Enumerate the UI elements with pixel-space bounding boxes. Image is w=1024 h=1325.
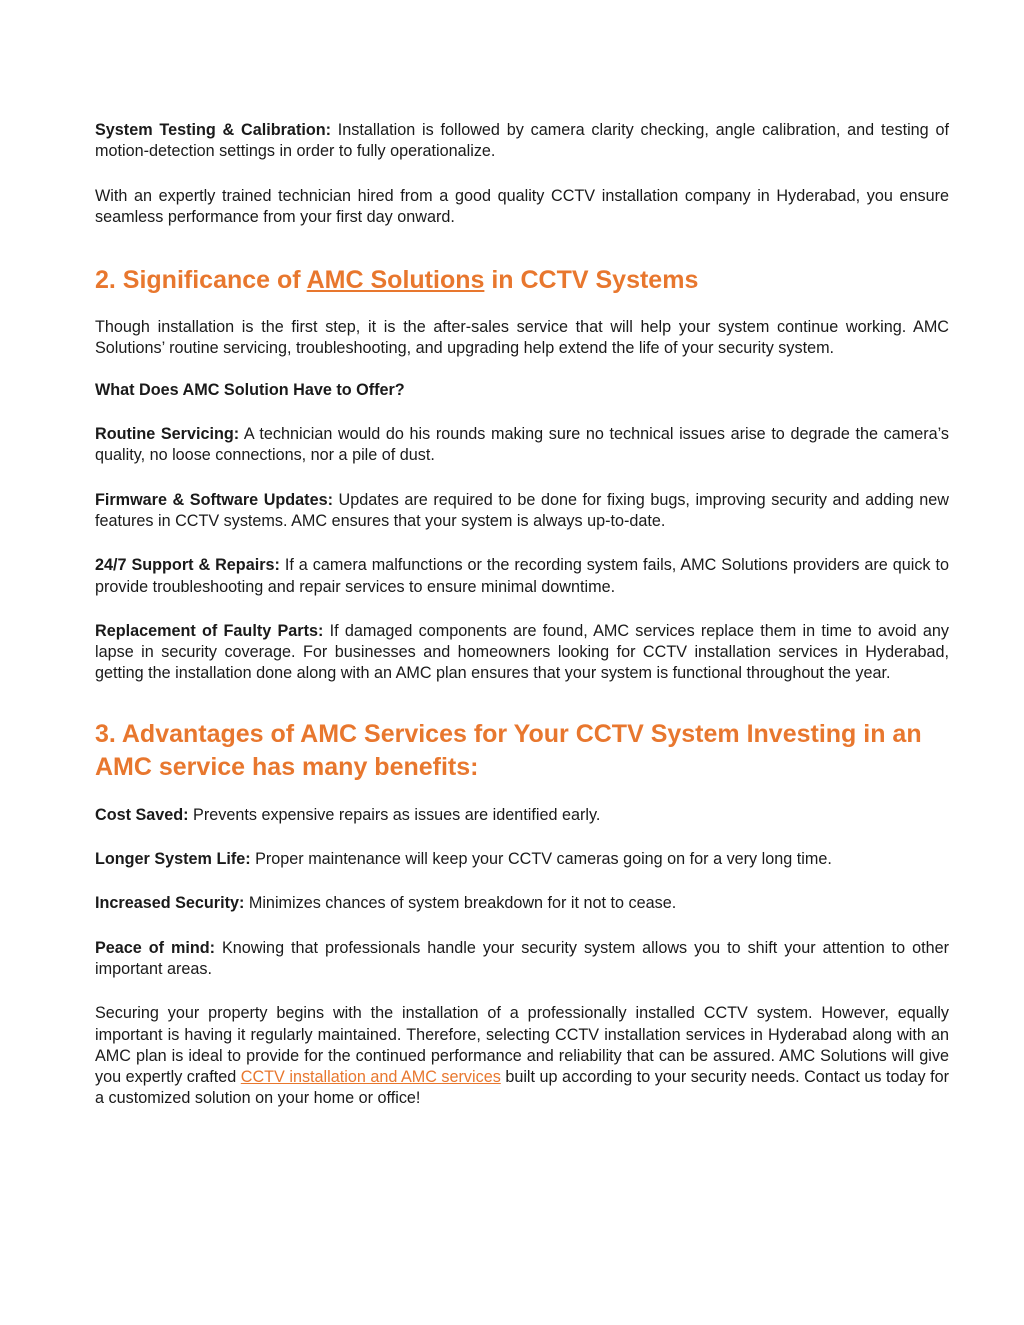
offer-question: [95, 380, 949, 401]
benefit-item-text: Prevents expensive repairs as issues are identified early.: [188, 805, 601, 824]
offer-item: [95, 424, 949, 467]
offer-item: [95, 490, 949, 533]
benefit-item-label: Increased Security:: [95, 894, 245, 913]
closing-paragraph: [95, 1003, 949, 1109]
benefit-item: [95, 805, 949, 826]
system-testing-text: Installation is followed by camera clarity checking, angle calibration, and testing of motion-detection settings in order to fully operationalize.: [95, 121, 949, 161]
offer-item-label: Routine Servicing:: [95, 425, 240, 444]
offer-item-text: A technician would do his rounds making sure no technical issues arise to degrade the camera’s quality, no loose connections, nor a pile of dust.: [95, 425, 949, 465]
offer-item-label: Firmware & Software Updates:: [95, 490, 333, 509]
document-content: [95, 120, 949, 1110]
offer-item-label: 24/7 Support & Repairs:: [95, 556, 280, 575]
system-testing-paragraph: [95, 120, 949, 163]
system-testing-label: System Testing & Calibration:: [95, 121, 331, 139]
benefit-item: [95, 893, 949, 914]
benefit-item-label: Longer System Life:: [95, 850, 251, 869]
closing-text-before: Securing your property begins with the installation of a professionally installed CCTV system. However, equally important is having it regularly maintained. Therefore, selecting CCTV installation services in Hyderabad along with an AMC plan is ideal to provide for the continued performance and reliability that can be assured. AMC Solutions will give you expertly crafted: [95, 1004, 949, 1087]
offer-item-text: If a camera malfunctions or the recording system fails, AMC Solutions providers are quick to provide troubleshooting and repair services to ensure minimal downtime.: [95, 556, 949, 596]
expert-technician-paragraph: With an expertly trained technician hired from a good quality CCTV installation company in Hyderabad, you ensure seamless performance from your first day onward.: [95, 186, 949, 226]
benefit-item-text: Knowing that professionals handle your security system allows you to shift your attention to other important areas.: [95, 938, 950, 978]
section-3-heading: 3. Advantages of AMC Services for Your CCTV System Investing in an AMC service has many benefits:: [95, 719, 922, 781]
benefit-item-label: Peace of mind:: [95, 938, 216, 957]
cctv-amc-services-link[interactable]: CCTV installation and AMC services: [240, 1068, 501, 1087]
section-2-heading: [95, 264, 949, 297]
benefit-item: [95, 849, 949, 870]
benefit-item-label: Cost Saved:: [95, 805, 189, 824]
section-2-intro: Though installation is the first step, it is the after-sales service that will help your system continue working. AMC Solutions’ routine servicing, troubleshooting, and upgrading help extend the life of your security system.: [95, 318, 949, 358]
offer-question-text: What Does AMC Solution Have to Offer?: [95, 380, 405, 399]
section-2-heading-suffix: in CCTV Systems: [484, 266, 699, 295]
closing-text-after: built up according to your security needs. Contact us today for a customized solution on your home or office!: [95, 1068, 949, 1108]
benefit-item-text: Proper maintenance will keep your CCTV cameras going on for a very long time.: [250, 850, 832, 869]
section-2-heading-prefix: 2. Significance of: [95, 266, 307, 295]
offer-item-text: Updates are required to be done for fixing bugs, improving security and adding new features in CCTV systems. AMC ensures that your system is always up-to-date.: [95, 490, 949, 530]
amc-solutions-link[interactable]: AMC Solutions: [306, 266, 485, 295]
offer-item-text: If damaged components are found, AMC services replace them in time to avoid any lapse in security coverage. For businesses and homeowners looking for CCTV installation services in Hyderabad, getting the installation done along with an AMC plan ensures that your system is functional throughout the year.: [95, 621, 949, 683]
benefit-item: [95, 938, 949, 981]
offer-item: [95, 555, 949, 598]
offer-item-label: Replacement of Faulty Parts:: [95, 621, 324, 640]
offer-item: [95, 621, 949, 685]
benefit-item-text: Minimizes chances of system breakdown for it not to cease.: [244, 894, 677, 913]
